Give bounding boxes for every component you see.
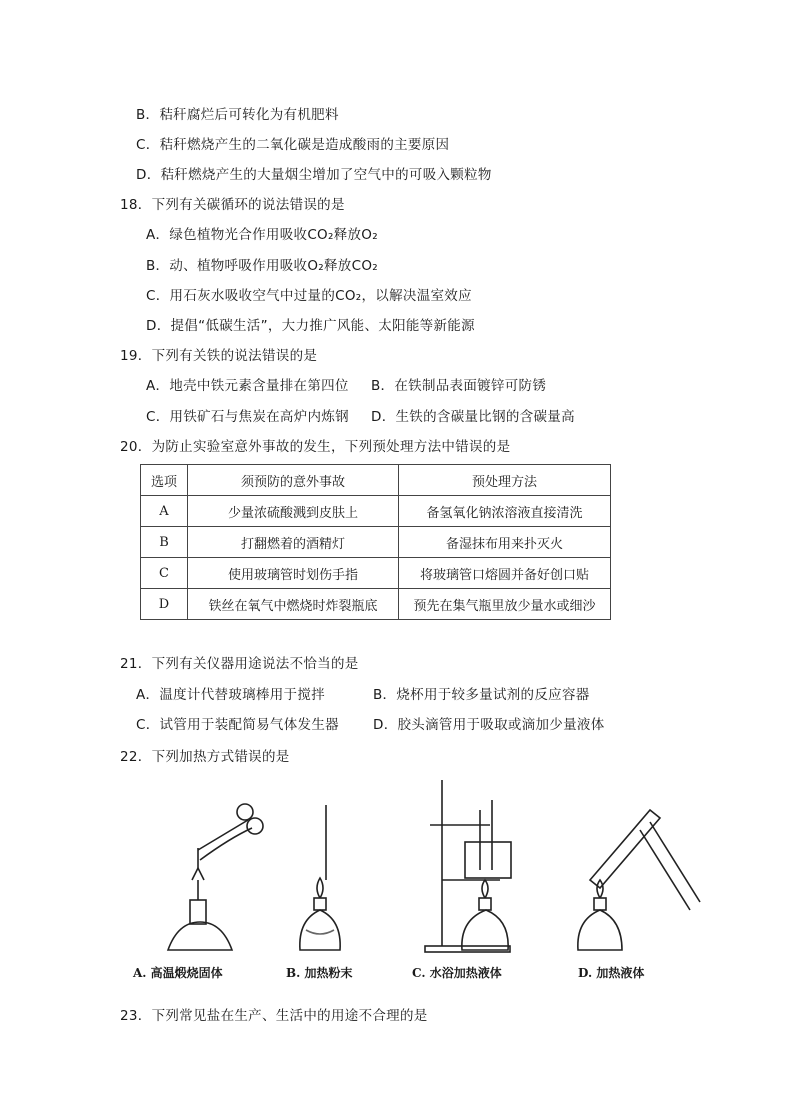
q18-option-d: D．提倡“低碳生活”，大力推广风能、太阳能等新能源 — [146, 318, 475, 334]
figure-caption-d: D. 加热液体 — [578, 966, 645, 980]
q21-option-c: C．试管用于装配简易气体发生器 — [136, 717, 339, 733]
q19-stem: 19．下列有关铁的说法错误的是 — [120, 348, 318, 364]
water-bath-illustration — [425, 780, 511, 952]
table-cell: 预先在集气瓶里放少量水或细沙 — [399, 589, 611, 620]
table-cell: 备湿抹布用来扑灭火 — [399, 527, 611, 558]
q18-stem: 18．下列有关碳循环的说法错误的是 — [120, 197, 345, 213]
q17-option-c: C．秸秆燃烧产生的二氧化碳是造成酸雨的主要原因 — [136, 137, 450, 153]
table-header: 预处理方法 — [399, 465, 611, 496]
table-cell: 打翻燃着的酒精灯 — [188, 527, 399, 558]
spirit-lamp-illustration — [300, 805, 340, 950]
q21-option-a: A．温度计代替玻璃棒用于搅拌 — [136, 687, 325, 703]
table-cell: A — [141, 496, 188, 527]
q18-option-a: A．绿色植物光合作用吸收CO₂释放O₂ — [146, 227, 378, 243]
table-cell: 使用玻璃管时划伤手指 — [188, 558, 399, 589]
q18-option-b: B．动、植物呼吸作用吸收O₂释放CO₂ — [146, 258, 378, 274]
table-cell: 少量浓硫酸溅到皮肤上 — [188, 496, 399, 527]
q19-option-b: B．在铁制品表面镀锌可防锈 — [371, 378, 547, 394]
q19-option-a: A．地壳中铁元素含量排在第四位 — [146, 378, 349, 394]
q17-option-d: D．秸秆燃烧产生的大量烟尘增加了空气中的可吸入颗粒物 — [136, 167, 492, 183]
figure-caption-c: C. 水浴加热液体 — [412, 966, 502, 980]
q21-option-b: B．烧杯用于较多量试剂的反应容器 — [373, 687, 590, 703]
q20-stem: 20．为防止实验室意外事故的发生，下列预处理方法中错误的是 — [120, 439, 511, 455]
q17-option-b: B．秸秆腐烂后可转化为有机肥料 — [136, 107, 339, 123]
table-row — [141, 589, 611, 620]
table-cell: D — [141, 589, 188, 620]
q21-stem: 21．下列有关仪器用途说法不恰当的是 — [120, 656, 359, 672]
q19-option-d: D．生铁的含碳量比钢的含碳量高 — [371, 409, 575, 425]
table-row — [141, 527, 611, 558]
tongs-burner-illustration — [168, 804, 263, 950]
table-cell: B — [141, 527, 188, 558]
table-header-row — [141, 465, 611, 496]
q22-stem: 22．下列加热方式错误的是 — [120, 749, 290, 765]
table-row — [141, 558, 611, 589]
table-cell: C — [141, 558, 188, 589]
table-cell: 备氢氧化钠浓溶液直接清洗 — [399, 496, 611, 527]
q21-option-d: D．胶头滴管用于吸取或滴加少量液体 — [373, 717, 605, 733]
figure-caption-b: B. 加热粉末 — [286, 966, 353, 980]
heating-apparatus-figure — [120, 770, 720, 985]
q20-table — [140, 464, 611, 620]
q18-option-c: C．用石灰水吸收空气中过量的CO₂，以解决温室效应 — [146, 288, 472, 304]
table-cell: 铁丝在氧气中燃烧时炸裂瓶底 — [188, 589, 399, 620]
table-row — [141, 496, 611, 527]
liquid-heating-illustration — [578, 810, 700, 950]
table-header: 选项 — [141, 465, 188, 496]
table-header: 须预防的意外事故 — [188, 465, 399, 496]
q19-option-c: C．用铁矿石与焦炭在高炉内炼钢 — [146, 409, 349, 425]
table-cell: 将玻璃管口熔圆并备好创口贴 — [399, 558, 611, 589]
figure-caption-a: A. 高温煅烧固体 — [133, 966, 223, 980]
q23-stem: 23．下列常见盐在生产、生活中的用途不合理的是 — [120, 1008, 428, 1024]
